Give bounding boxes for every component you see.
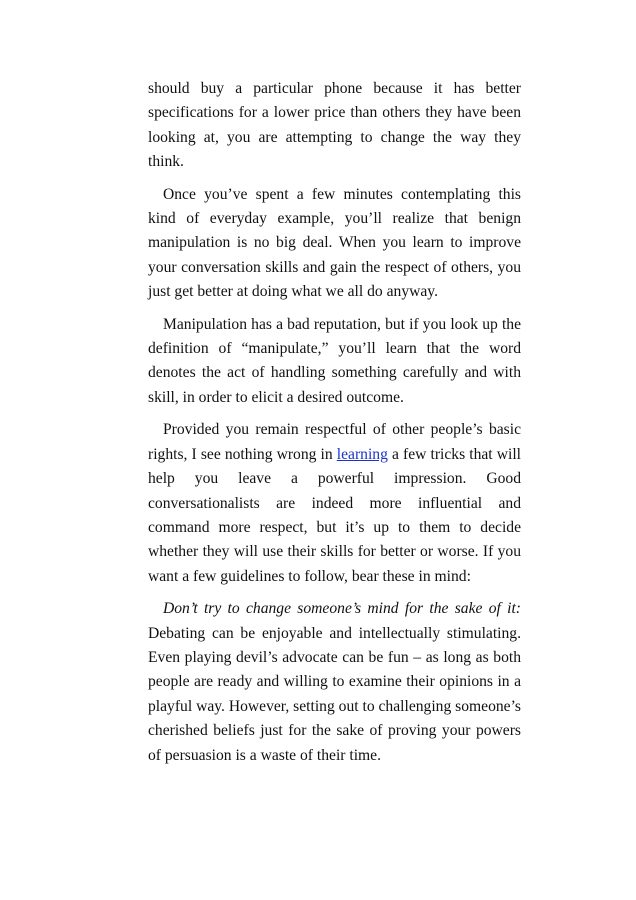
paragraph-phone-example: should buy a particular phone because it has better specifications for a lower price than others they have been looking at, you are attempting to change the way they think. — [148, 80, 521, 171]
guideline-heading: Don’t try to change someone’s mind for the sake of it: — [163, 600, 521, 618]
paragraph-respect-rights — [148, 418, 521, 589]
paragraph-change-mind — [148, 597, 521, 768]
paragraph-manipulate-definition: Manipulation has a bad reputation, but if you look up the definition of “manipulate,” you’ll learn that the word denotes the act of handling something carefully and with skill, in order to elicit a desired outcome. — [148, 315, 521, 406]
guideline-body: Debating can be enjoyable and intellectually stimulating. Even playing devil’s advocate can be fun – as long as both people are ready and willing to examine their opinions in a playful way. However, setting out to challenging someone’s cherished beliefs just for the sake of proving your powers of persuasion is a waste of their time. — [148, 624, 521, 764]
paragraph-respect-rights-text-after: a few tricks that will help you leave a powerful impression. Good conversationalists are indeed more influential and command more respect, but it’s up to them to decide whether they will use their skills for better or worse. If you want a few guidelines to follow, bear these in mind: — [148, 445, 521, 585]
learning-link[interactable]: learning — [336, 445, 388, 463]
document-page — [148, 77, 521, 776]
paragraph-respect-rights-text-before: Provided you remain respectful of other people’s basic rights, I see nothing wrong in — [148, 421, 521, 463]
paragraph-benign-manipulation: Once you’ve spent a few minutes contemplating this kind of everyday example, you’ll realize that benign manipulation is no big deal. When you learn to improve your conversation skills and gain the respect of others, you just get better at doing what we all do anyway. — [148, 185, 521, 301]
